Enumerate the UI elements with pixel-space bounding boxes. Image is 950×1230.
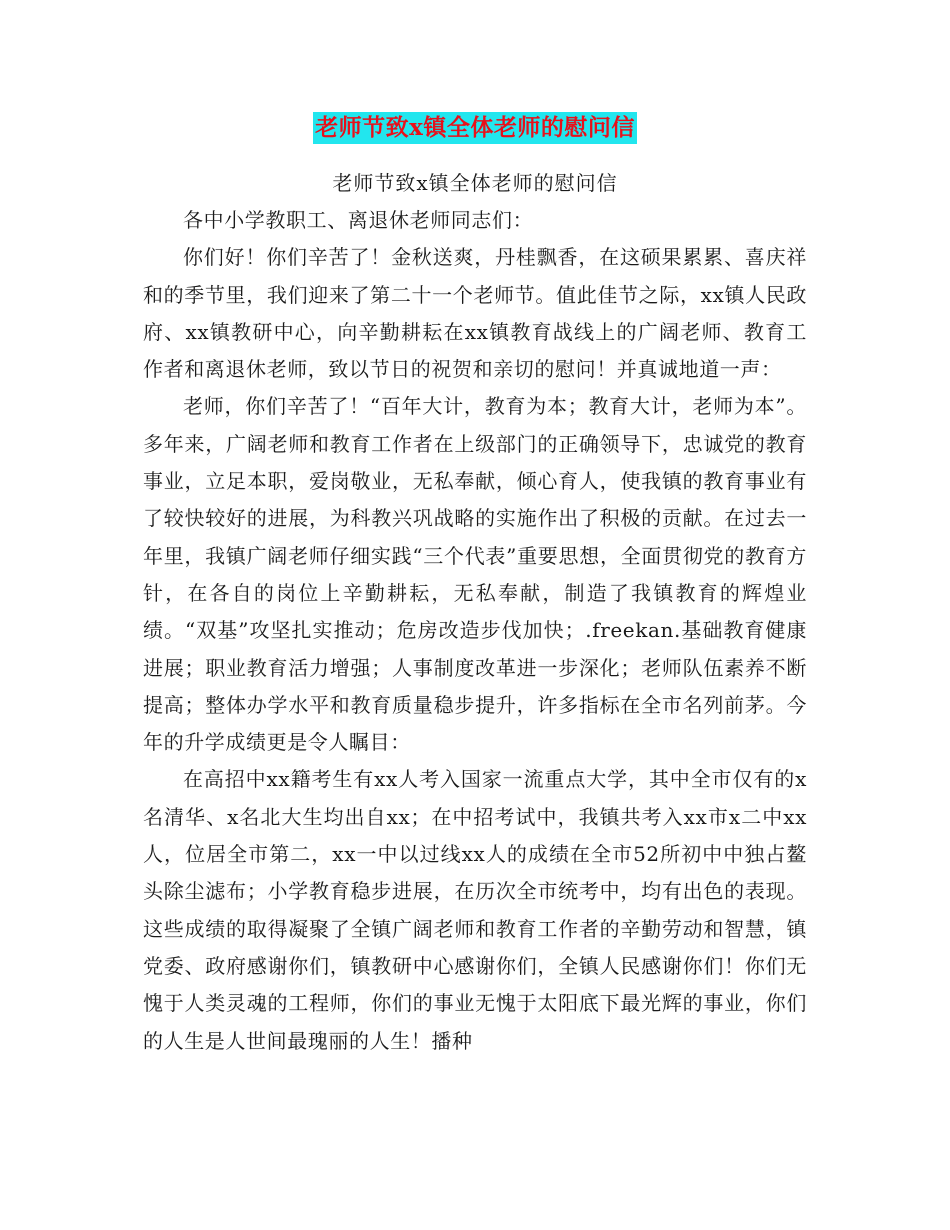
salutation: 各中小学教职工、离退休老师同志们：	[183, 208, 534, 232]
document-title: 老师节致x镇全体老师的慰问信	[313, 112, 637, 144]
paragraph: 你们好！你们辛苦了！金秋送爽，丹桂飘香，在这硕果累累、喜庆祥和的季节里，我们迎来了第二十一个老师节。值此佳节之际，xx镇人民政府、xx镇教研中心，向辛勤耕耘在xx镇教育战线上的广阔老师、教育工作者和离退休老师，致以节日的祝贺和亲切的慰问！并真诚地道一声：	[143, 245, 807, 382]
paragraph: 在高招中xx籍考生有xx人考入国家一流重点大学，其中全市仅有的x名清华、x名北大生均出自xx；在中招考试中，我镇共考入xx市x二中xx人，位居全市第二，xx一中以过线xx人的成绩在全市52所初中中独占鳌头除尘滤布；小学教育稳步进展，在历次全市统考中，均有出色的表现。这些成绩的取得凝聚了全镇广阔老师和教育工作者的辛勤劳动和智慧，镇党委、政府感谢你们，镇教研中心感谢你们，全镇人民感谢你们！你们无愧于人类灵魂的工程师，你们的事业无愧于太阳底下最光辉的事业，你们的人生是人世间最瑰丽的人生！播种	[143, 767, 807, 1053]
document-body	[143, 202, 807, 1060]
title-row	[0, 112, 950, 144]
paragraph: 老师，你们辛苦了！“百年大计，教育为本；教育大计，老师为本”。多年来，广阔老师和教育工作者在上级部门的正确领导下，忠诚党的教育事业，立足本职，爱岗敬业，无私奉献，倾心育人，使我镇的教育事业有了较快较好的进展，为科教兴巩战略的实施作出了积极的贡献。在过去一年里，我镇广阔老师仔细实践“三个代表”重要思想，全面贯彻党的教育方针，在各自的岗位上辛勤耕耘，无私奉献，制造了我镇教育的辉煌业绩。“双基”攻坚扎实推动；危房改造步伐加快；.freekan.基础教育健康进展；职业教育活力增强；人事制度改革进一步深化；老师队伍素养不断提高；整体办学水平和教育质量稳步提升，许多指标在全市名列前茅。今年的升学成绩更是令人瞩目：	[143, 394, 807, 755]
document-subtitle: 老师节致x镇全体老师的慰问信	[332, 171, 618, 195]
